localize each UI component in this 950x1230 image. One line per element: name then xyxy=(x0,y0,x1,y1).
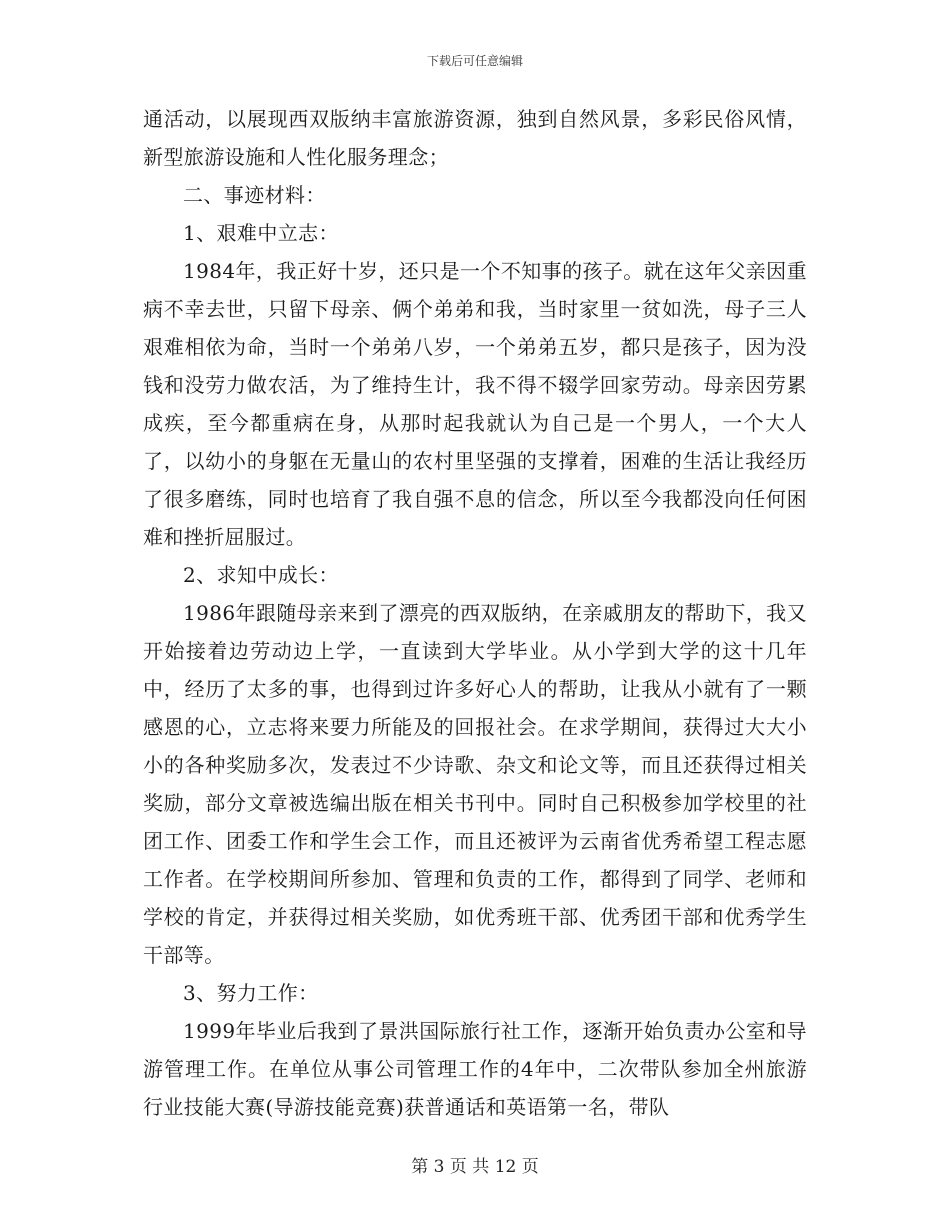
subsection-heading: 1、艰难中立志： xyxy=(183,221,339,245)
page-header: 下载后可任意编辑 xyxy=(426,54,523,68)
subsection-heading: 3、努力工作： xyxy=(183,981,319,1005)
page-number: 第 3 页 共 12 页 xyxy=(411,1157,539,1177)
document-body xyxy=(143,100,807,1126)
paragraph: 1999年毕业后我到了景洪国际旅行社工作，逐渐开始负责办公室和导游管理工作。在单位从事公司管理工作的4年中，二次带队参加全州旅游行业技能大赛(导游技能竞赛)获普通话和英语第一名，带队 xyxy=(143,1019,807,1119)
paragraph: 1986年跟随母亲来到了漂亮的西双版纳，在亲戚朋友的帮助下，我又开始接着边劳动边上学，一直读到大学毕业。从小学到大学的这十几年中，经历了太多的事，也得到过许多好心人的帮助，让我从小就有了一颗感恩的心，立志将来要力所能及的回报社会。在求学期间，获得过大大小小的各种奖励多次，发表过不少诗歌、杂文和论文等，而且还获得过相关奖励，部分文章被选编出版在相关书刊中。同时自己积极参加学校里的社团工作、团委工作和学生会工作，而且还被评为云南省优秀希望工程志愿工作者。在学校期间所参加、管理和负责的工作，都得到了同学、老师和学校的肯定，并获得过相关奖励，如优秀班干部、优秀团干部和优秀学生干部等。 xyxy=(143,601,807,967)
paragraph: 1984年，我正好十岁，还只是一个不知事的孩子。就在这年父亲因重病不幸去世，只留下母亲、俩个弟弟和我，当时家里一贫如洗，母子三人艰难相依为命，当时一个弟弟八岁，一个弟弟五岁，都只是孩子，因为没钱和没劳力做农活，为了维持生计，我不得不辍学回家劳动。母亲因劳累成疾，至今都重病在身，从那时起我就认为自己是一个男人，一个大人了，以幼小的身躯在无量山的农村里坚强的支撑着，困难的生活让我经历了很多磨练，同时也培育了我自强不息的信念，所以至今我都没向任何困难和挫折屈服过。 xyxy=(143,259,807,549)
paragraph: 通活动，以展现西双版纳丰富旅游资源，独到自然风景，多彩民俗风情，新型旅游设施和人性化服务理念； xyxy=(143,107,807,169)
subsection-heading: 2、求知中成长： xyxy=(183,563,339,587)
section-heading: 二、事迹材料： xyxy=(183,183,326,207)
